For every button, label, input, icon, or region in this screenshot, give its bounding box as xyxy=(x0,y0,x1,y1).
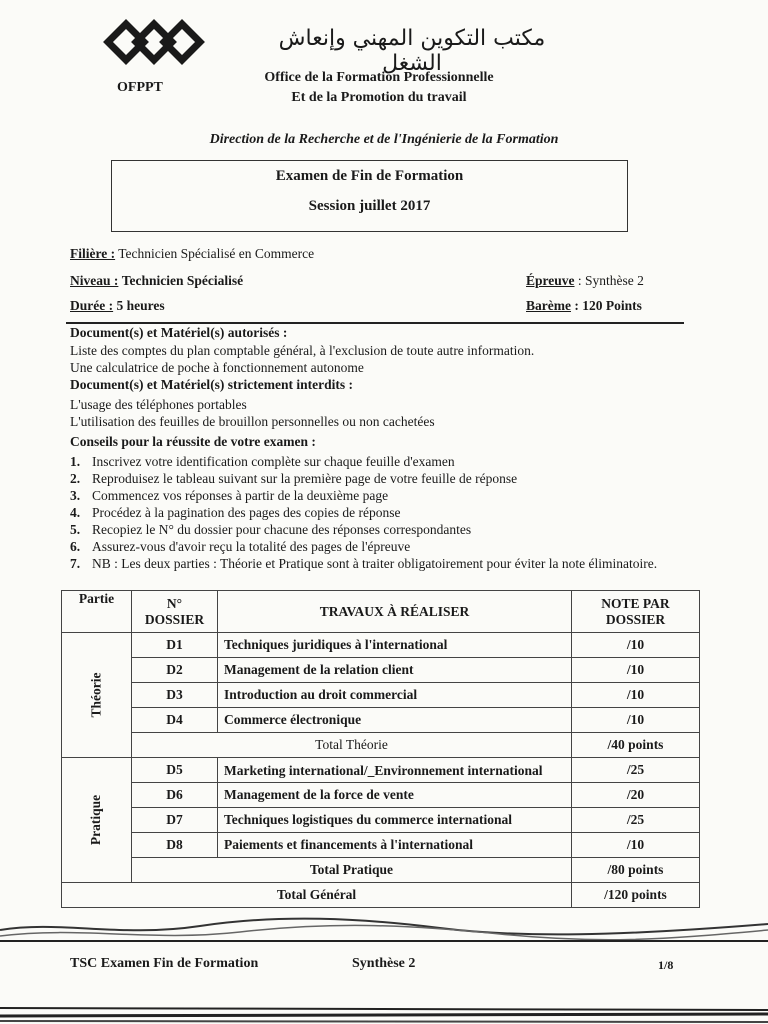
table-row xyxy=(62,783,700,808)
total-general-row xyxy=(62,883,700,908)
allowed-item: Liste des comptes du plan comptable général, à l'exclusion de toute autre information. xyxy=(70,343,535,358)
note: /10 xyxy=(572,633,700,658)
table-row xyxy=(62,658,700,683)
item-text: Procédez à la pagination des pages des copies de réponse xyxy=(92,505,401,520)
theorie-label: Théorie xyxy=(88,672,104,718)
col-dossier: N° DOSSIER xyxy=(132,591,218,633)
list-item xyxy=(70,538,690,555)
travail: Techniques logistiques du commerce international xyxy=(218,808,572,833)
list-item xyxy=(70,555,690,572)
col-travaux: TRAVAUX À RÉALISER xyxy=(218,591,572,633)
duree-value: 5 heures xyxy=(116,298,165,313)
dossier-id: D6 xyxy=(132,783,218,808)
table-header-row xyxy=(62,591,700,633)
office-name xyxy=(234,68,524,108)
item-text: NB : Les deux parties : Théorie et Pratique sont à traiter obligatoirement pour éviter la note éliminatoire. xyxy=(92,556,658,571)
exam-title: Examen de Fin de Formation xyxy=(275,168,464,184)
list-item xyxy=(70,521,690,538)
ofppt-logo xyxy=(100,12,210,72)
travail: Commerce électronique xyxy=(218,708,572,733)
total-pratique-row xyxy=(62,858,700,883)
dossier-table xyxy=(61,590,700,908)
divider xyxy=(66,322,684,324)
note: /10 xyxy=(572,833,700,858)
table-row xyxy=(62,708,700,733)
bareme-value: : 120 Points xyxy=(574,298,642,313)
exam-title-box xyxy=(111,160,628,232)
arabic-org-name: مكتب التكوين المهني وإنعاش الشغل xyxy=(278,26,546,76)
direction-title: Direction de la Recherche et de l'Ingénierie de la Formation xyxy=(209,132,559,147)
item-text: Inscrivez votre identification complète sur chaque feuille d'examen xyxy=(92,454,455,469)
bareme-row xyxy=(526,298,642,314)
item-text: Assurez-vous d'avoir reçu la totalité des pages de l'épreuve xyxy=(92,539,411,554)
office-line-2: Et de la Promotion du travail xyxy=(291,90,467,105)
list-item xyxy=(70,470,690,487)
filiere-row xyxy=(70,246,314,262)
note: /25 xyxy=(572,758,700,783)
total-pratique-label: Total Pratique xyxy=(132,858,572,883)
forbidden-item: L'utilisation des feuilles de brouillon personnelles ou non cachetées xyxy=(70,414,435,429)
duree-label: Durée : xyxy=(70,298,114,313)
allowed-title: Document(s) et Matériel(s) autorisés : xyxy=(70,325,288,340)
niveau-label: Niveau : xyxy=(70,273,119,288)
niveau-value: Technicien Spécialisé xyxy=(121,273,244,288)
office-line-1: Office de la Formation Professionnelle xyxy=(264,70,494,85)
item-number: 6. xyxy=(70,539,81,554)
total-theorie-row xyxy=(62,733,700,758)
item-number: 2. xyxy=(70,471,81,486)
item-number: 5. xyxy=(70,522,81,537)
advice-list xyxy=(70,453,690,572)
niveau-row xyxy=(70,273,243,289)
theorie-cell xyxy=(62,633,132,758)
footer-left: TSC Examen Fin de Formation xyxy=(70,956,259,971)
travail: Management de la force de vente xyxy=(218,783,572,808)
dossier-id: D3 xyxy=(132,683,218,708)
advice-title: Conseils pour la réussite de votre examen : xyxy=(70,434,316,449)
filiere-label: Filière : xyxy=(70,246,116,261)
pratique-label: Pratique xyxy=(88,794,104,846)
table-row xyxy=(62,633,700,658)
travail: Paiements et financements à l'international xyxy=(218,833,572,858)
epreuve-value: : Synthèse 2 xyxy=(577,273,644,288)
item-number: 1. xyxy=(70,454,81,469)
table-row xyxy=(62,758,700,783)
item-text: Reproduisez le tableau suivant sur la première page de votre feuille de réponse xyxy=(92,471,518,486)
col-partie: Partie xyxy=(62,591,132,633)
dossier-id: D7 xyxy=(132,808,218,833)
dossier-id: D8 xyxy=(132,833,218,858)
note: /10 xyxy=(572,683,700,708)
col-note: NOTE PAR DOSSIER xyxy=(572,591,700,633)
filiere-value: Technicien Spécialisé en Commerce xyxy=(118,246,315,261)
note: /10 xyxy=(572,708,700,733)
travail: Techniques juridiques à l'international xyxy=(218,633,572,658)
total-pratique-value: /80 points xyxy=(572,858,700,883)
list-item xyxy=(70,504,690,521)
item-number: 3. xyxy=(70,488,81,503)
note: /20 xyxy=(572,783,700,808)
exam-session: Session juillet 2017 xyxy=(308,198,431,214)
total-theorie-value: /40 points xyxy=(572,733,700,758)
total-general-label: Total Général xyxy=(62,883,572,908)
note: /10 xyxy=(572,658,700,683)
travail: Marketing international/_Environnement international xyxy=(218,758,572,783)
forbidden-title: Document(s) et Matériel(s) strictement interdits : xyxy=(70,377,354,392)
forbidden-item: L'usage des téléphones portables xyxy=(70,397,247,412)
item-text: Commencez vos réponses à partir de la deuxième page xyxy=(92,488,389,503)
travail: Management de la relation client xyxy=(218,658,572,683)
table-row xyxy=(62,833,700,858)
list-item xyxy=(70,487,690,504)
epreuve-row xyxy=(526,273,644,289)
footer-rule xyxy=(0,940,768,942)
table-row xyxy=(62,808,700,833)
item-number: 4. xyxy=(70,505,81,520)
total-theorie-label: Total Théorie xyxy=(132,733,572,758)
dossier-id: D5 xyxy=(132,758,218,783)
bareme-label: Barème xyxy=(526,298,571,313)
epreuve-label: Épreuve xyxy=(526,273,575,288)
scan-artifact-wave xyxy=(0,912,768,942)
footer-center: Synthèse 2 xyxy=(352,956,416,971)
travail: Introduction au droit commercial xyxy=(218,683,572,708)
note: /25 xyxy=(572,808,700,833)
scan-artifact-bottom xyxy=(0,1000,768,1024)
item-text: Recopiez le N° du dossier pour chacune des réponses correspondantes xyxy=(92,522,472,537)
table-row xyxy=(62,683,700,708)
allowed-item: Une calculatrice de poche à fonctionnement autonome xyxy=(70,360,364,375)
dossier-id: D1 xyxy=(132,633,218,658)
item-number: 7. xyxy=(70,556,81,571)
duree-row xyxy=(70,298,165,314)
total-general-value: /120 points xyxy=(572,883,700,908)
org-acronym: OFPPT xyxy=(117,80,163,95)
pratique-cell xyxy=(62,758,132,883)
dossier-id: D2 xyxy=(132,658,218,683)
page-number: 1/8 xyxy=(658,958,674,972)
list-item xyxy=(70,453,690,470)
dossier-id: D4 xyxy=(132,708,218,733)
